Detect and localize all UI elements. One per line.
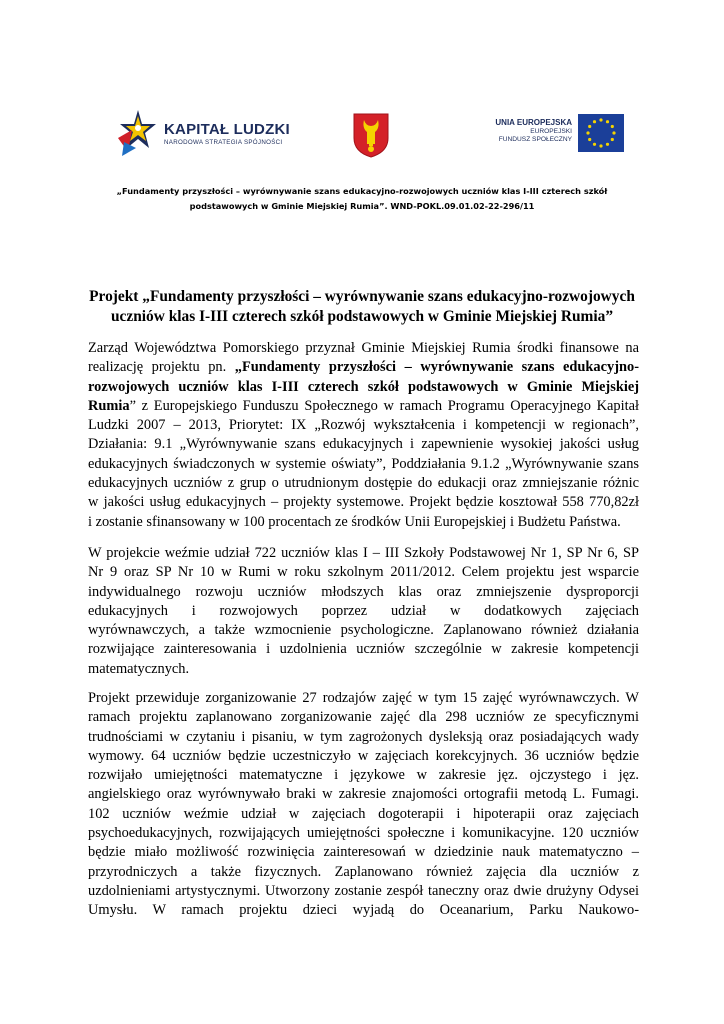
paragraph-line: matematycznych. [88,660,190,677]
project-header [90,184,634,214]
paragraph-line: 102 uczniów weźmie udział w zajęciach dogoterapii i hipoterapii oraz zajęciach [88,805,639,822]
paragraph-line: rozwijało umiejętności matematyczne i językowe w zakresie jęz. ojczystego i jęz. [88,767,639,784]
bold-text: „Fundamenty przyszłości – wyrównywanie szans edukacyjno- [234,359,639,376]
kapital-ludzki-tagline: NARODOWA STRATEGIA SPÓJNOŚCI [164,139,283,146]
eu-flag-icon [578,114,624,152]
paragraph-line: indywidualnego rozwoju uczniów młodszych klas oraz zmniejszenie dysproporcji [88,583,639,600]
paragraph-line: uzdolnieniami artystycznymi. Utworzony zostanie zespół taneczny oraz dwie drużyny Odysei [88,882,639,899]
document-title [88,287,636,327]
paragraph-line: Zarząd Województwa Pomorskiego przyznał Gminie Miejskiej Rumia środki finansowe na [88,340,639,356]
paragraph-line: edukacyjnych uczniów z grup o utrudnionym dostępie do edukacji oraz zmniejszanie różnic [88,475,639,492]
eu-fund-line1: EUROPEJSKI [530,128,572,135]
eu-logo [464,114,624,156]
eu-name: UNIA EUROPEJSKA [495,118,572,127]
paragraph-line: edukacyjnych i rozwojowych poprzez udział w dodatkowych zajęciach [88,602,639,619]
paragraph-line: edukacyjnych świadczonych w systemie oświaty”, Poddziałania 9.1.2 „Wyrównywanie szans [88,455,639,472]
paragraph-3 [88,689,639,921]
paragraph-line: realizację projektu pn. „Fundamenty przyszłości – wyrównywanie szans edukacyjno- [88,359,639,376]
paragraph-line: W projekcie weźmie udział 722 uczniów klas I – III Szkoły Podstawowej Nr 1, SP Nr 6, SP [88,545,639,561]
bold-text: Rumia [88,397,130,414]
paragraph-line: i zostanie sfinansowany w 100 procentach ze środków Unii Europejskiej i Budżetu Państwa. [88,513,621,530]
paragraph-line: ramach projektu zaplanowano zorganizowanie zajęć dla 298 uczniów ze specyficznymi [88,709,639,726]
paragraph-line: Projekt przewiduje zorganizowanie 27 rodzajów zajęć w tym 15 zajęć wyrównawczych. W [88,690,639,706]
document-title-line: uczniów klas I-III czterech szkół podstawowych w Gminie Miejskiej Rumia” [110,308,614,325]
kapital-ludzki-logo [116,108,290,160]
bold-text: rozwojowych uczniów klas I-III czterech szkół podstawowych w Gminie Miejskiej [88,378,639,395]
kapital-ludzki-name: KAPITAŁ LUDZKI [164,121,290,138]
paragraph-2 [88,544,639,679]
project-header-line: „Fundamenty przyszłości – wyrównywanie szans edukacyjno-rozwojowych uczniów klas I-III czterech szkół [116,186,608,196]
paragraph-line: Nr 9 oraz SP Nr 10 w Rumi w roku szkolnym 2011/2012. Celem projektu jest wsparcie [88,564,639,581]
paragraph-line: Rumia” z Europejskiego Funduszu Społecznego w ramach Programu Operacyjnego Kapitał [88,397,639,414]
paragraph-line: przyrodniczych a także fizycznych. Zaplanowano również zajęcia dla uczniów z [88,863,639,880]
paragraph-line: psychoedukacyjnych, rozwijających umiejętności społeczne i komunikacyjne. 120 uczniów [88,825,639,842]
paragraph-line: angielskiego oraz wyrównywało braki w zakresie znajomości ortografii metodą L. Fumagi. [88,786,639,803]
paragraph-line: Ludzki 2007 – 2013, Priorytet: IX „Rozwój wykształcenia i kompetencji w regionach”, [88,417,639,434]
kapital-ludzki-star-icon [116,108,158,158]
paragraph-line: będzie miało możliwość rozwinięcia zainteresowań w dziedzinie nauk matematyczno – [88,844,639,861]
paragraph-line: Umysłu. W ramach projektu dzieci wyjadą do Oceanarium, Parku Naukowo- [88,902,639,919]
document-title-line: Projekt „Fundamenty przyszłości – wyrównywanie szans edukacyjno-rozwojowych [89,288,635,305]
paragraph-line [88,378,639,397]
eu-fund-line2: FUNDUSZ SPOŁECZNY [498,136,572,143]
paragraph-line: Działania: 9.1 „Wyrównywanie szans edukacyjnych i zapewnienie wysokiej jakości usług [88,436,639,453]
rumia-coat-of-arms-icon [352,112,390,158]
logo-bar [0,108,724,164]
paragraph-line: trudnościami w czytaniu i pisaniu, w tym zagrożonych dysleksją oraz posiadających wady [88,728,639,745]
paragraph-line: wyrównawczych, a także wzmocnienie psychologiczne. Zaplanowano również działania [88,622,639,639]
paragraph-1 [88,339,639,532]
paragraph-line: w jakości usług edukacyjnych – projekty systemowe. Projekt będzie kosztował 558 770,82zł [88,494,639,511]
paragraph-line: wymowy. 64 uczniów będzie uczestniczyło w zajęciach korekcyjnych. 36 uczniów będzie [88,747,639,764]
paragraph-line: rozwijające zainteresowania i uzdolnienia uczniów szczególnie w zakresie kompetencji [88,641,639,658]
project-header-line: podstawowych w Gminie Miejskiej Rumia”. WND-POKL.09.01.02-22-296/11 [189,201,535,211]
